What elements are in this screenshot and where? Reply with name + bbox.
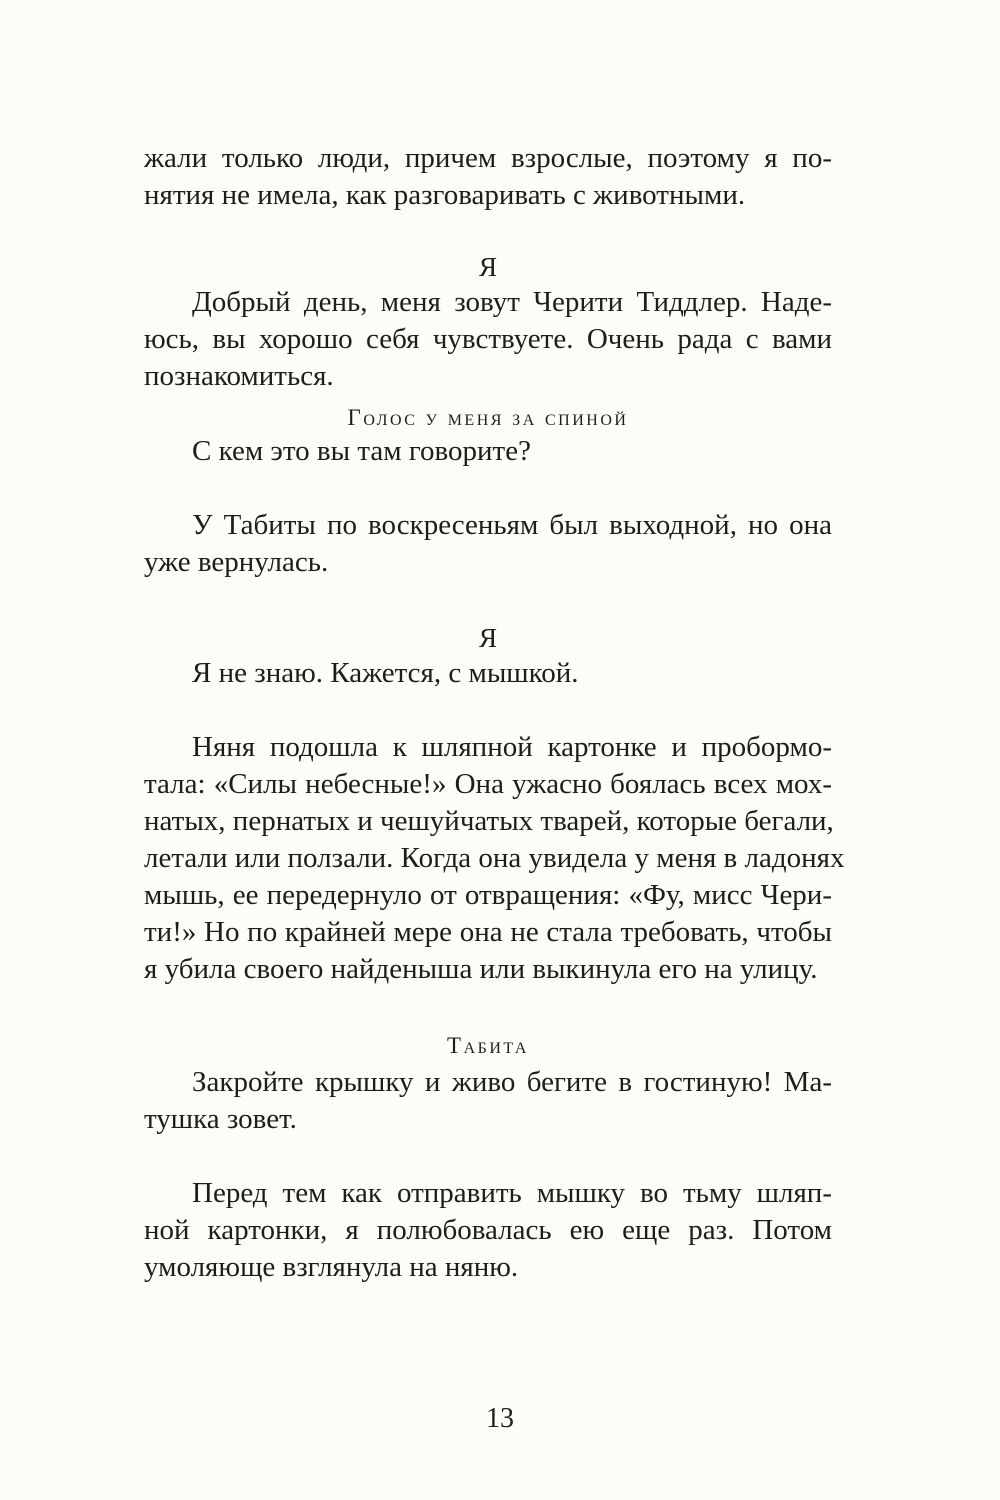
text-line: Няня подошла к шляпной картонке и пробормо- xyxy=(192,731,832,763)
speaker-name: Я xyxy=(478,252,497,282)
text-line: Перед тем как отправить мышку во тьму шляп- xyxy=(192,1177,832,1209)
text-line: ной картонки, я полюбовалась ею еще раз. Потом xyxy=(144,1214,832,1246)
text-line: умоляюще взглянула на няню. xyxy=(144,1251,519,1283)
text-line: нятия не имела, как разговаривать с животными. xyxy=(144,179,746,211)
page-number: 13 xyxy=(486,1403,514,1434)
text-line: С кем это вы там говорите? xyxy=(192,435,531,467)
text-line: уже вернулась. xyxy=(144,546,329,578)
speaker-name: Я xyxy=(478,623,497,653)
text-line: летали или ползали. Когда она увидела у меня в ладонях xyxy=(144,842,845,874)
text-line: ти!» Но по крайней мере она не стала требовать, чтобы xyxy=(144,916,832,948)
text-line: Добрый день, меня зовут Черити Тиддлер. Наде- xyxy=(192,286,832,318)
text-line: Я не знаю. Кажется, с мышкой. xyxy=(192,657,579,689)
text-line: мышь, ее передернуло от отвращения: «Фу, мисс Чери- xyxy=(144,879,832,911)
text-line: юсь, вы хорошо себя чувствуете. Очень рада с вами xyxy=(144,323,832,355)
text-line: натых, пернатых и чешуйчатых тварей, которые бегали, xyxy=(144,805,834,837)
text-line: познакомиться. xyxy=(144,360,334,392)
text-line: жали только люди, причем взрослые, поэтому я по- xyxy=(144,142,832,174)
speaker-name: Табита xyxy=(447,1033,529,1058)
text-line: тушка зовет. xyxy=(144,1103,297,1135)
text-line: я убила своего найденыша или выкинула его на улицу. xyxy=(144,953,818,985)
text-line: тала: «Силы небесные!» Она ужасно боялась всех мох- xyxy=(144,768,832,800)
speaker-name: Голос у меня за спиной xyxy=(347,405,629,430)
text-line: У Табиты по воскресеньям был выходной, но она xyxy=(192,509,832,541)
text-line: Закройте крышку и живо бегите в гостиную! Ма- xyxy=(192,1066,832,1098)
